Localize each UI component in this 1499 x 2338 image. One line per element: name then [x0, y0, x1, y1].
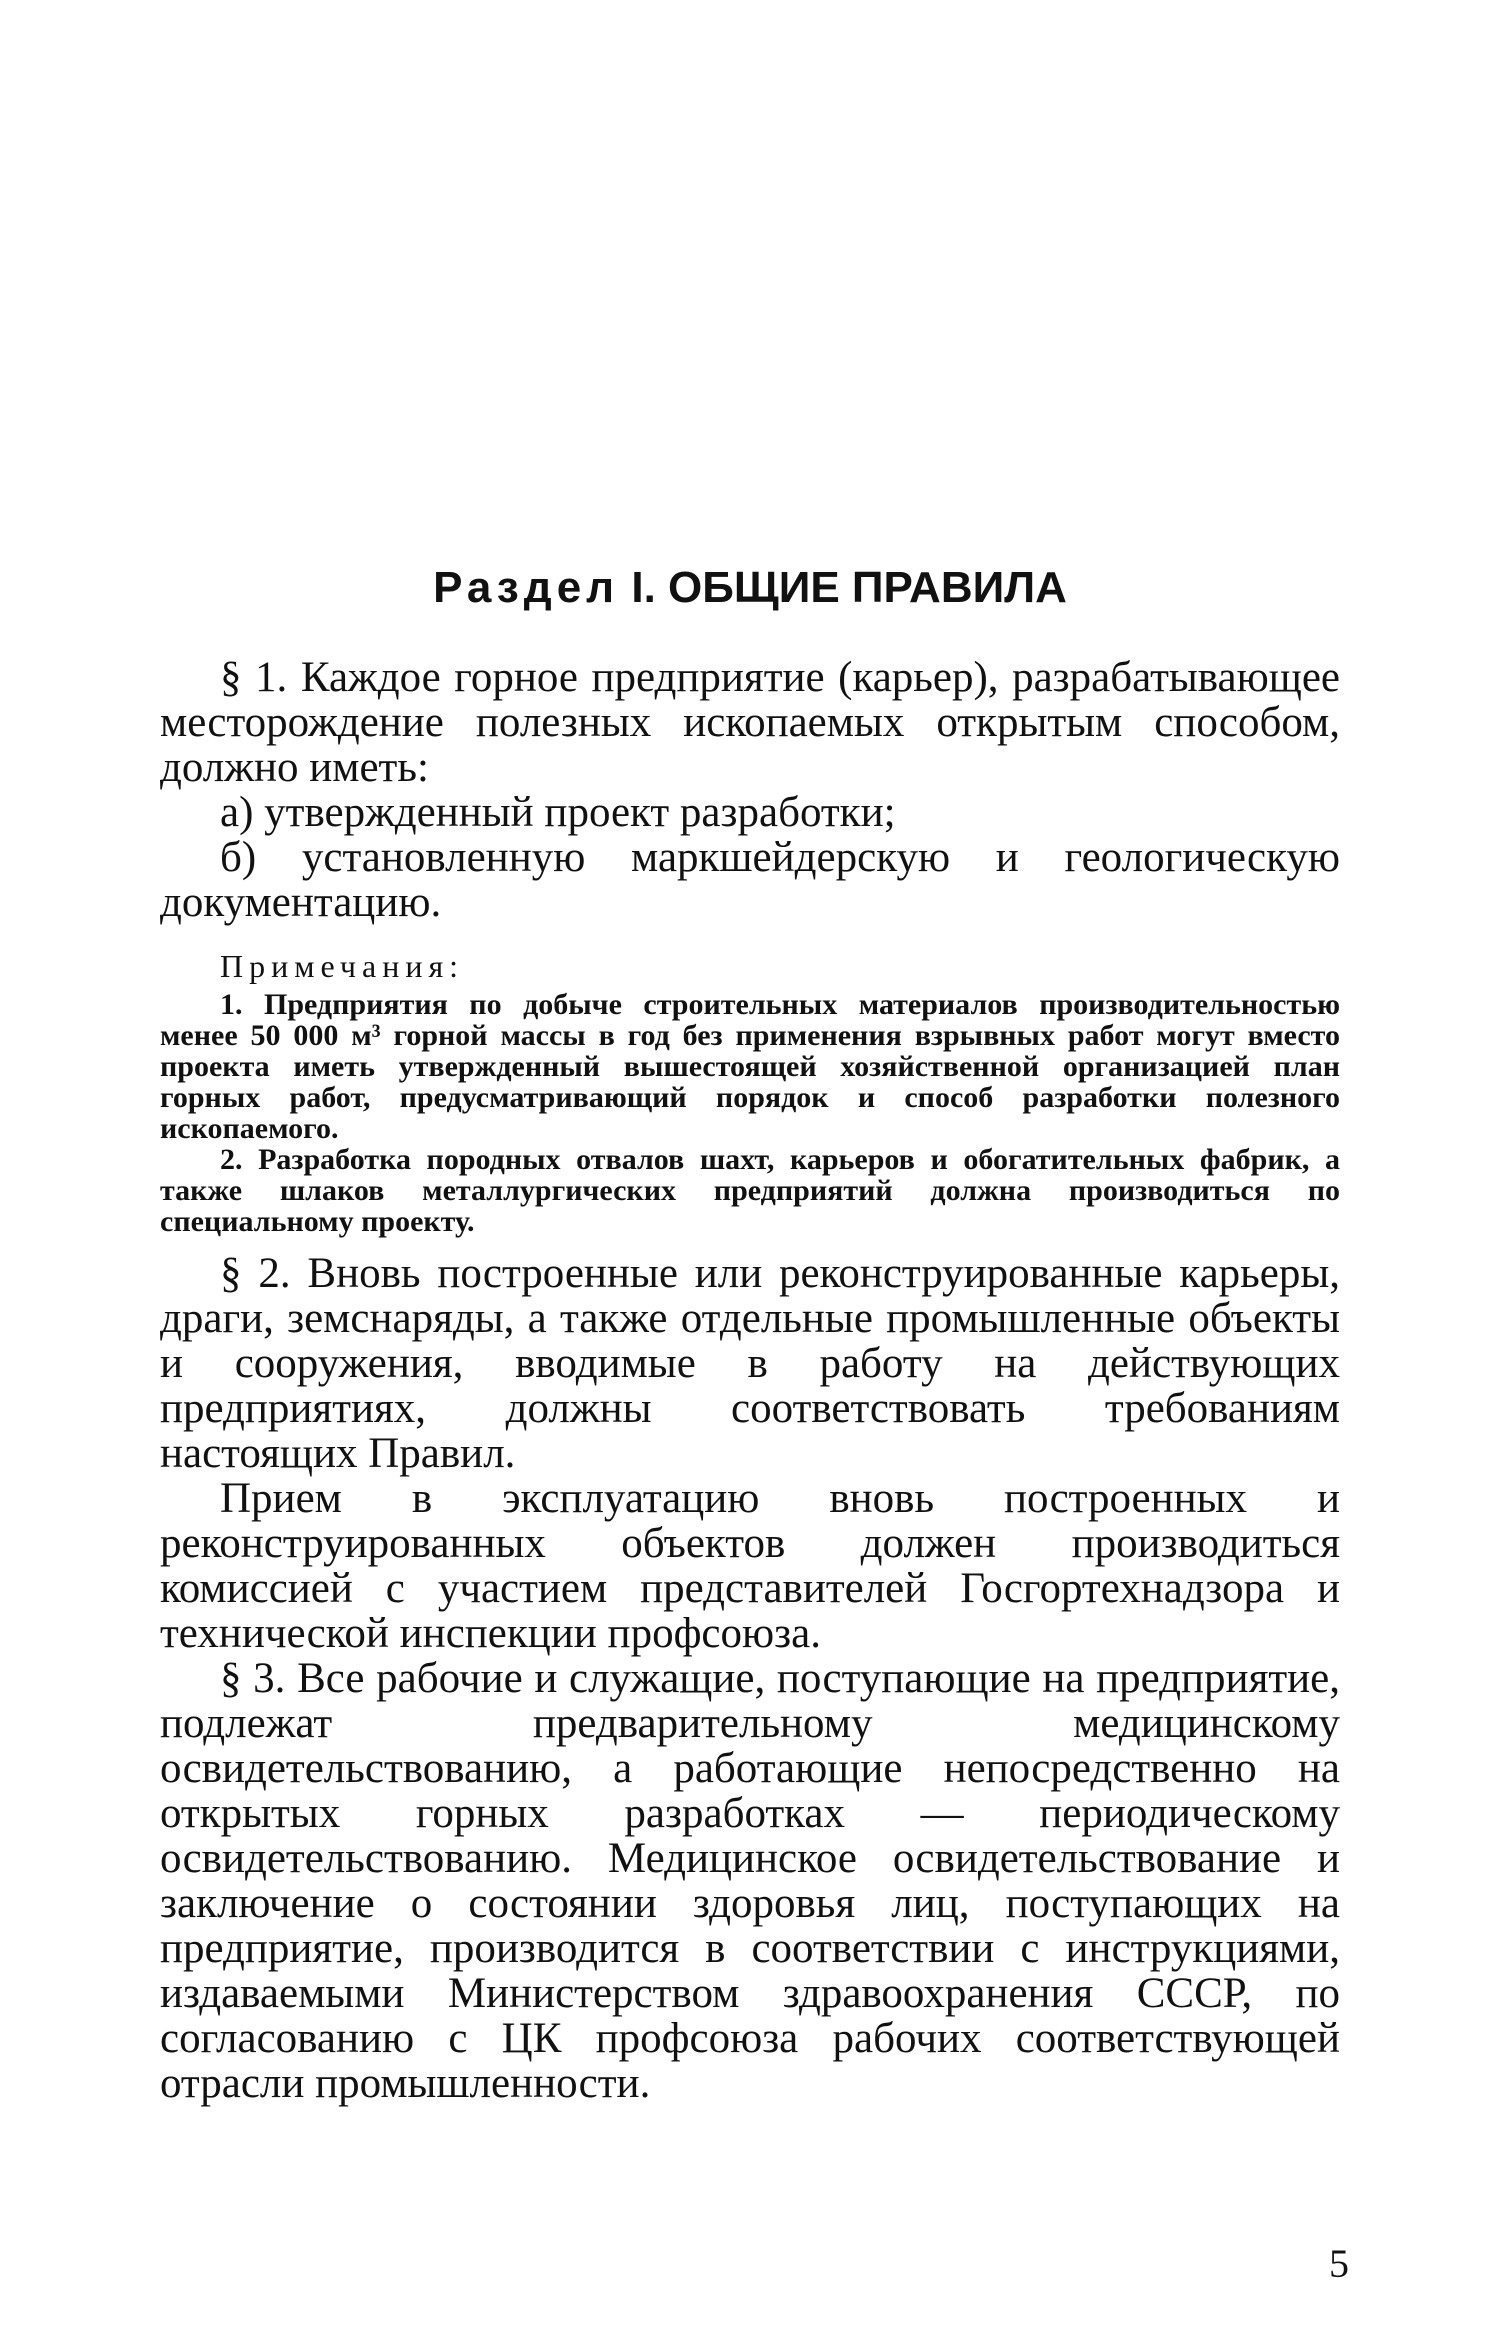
paragraph-1-item-b: б) установленную маркшейдерскую и геологическую документацию. — [160, 834, 1340, 926]
section-number: I. — [631, 563, 656, 612]
page-number: 5 — [1329, 2241, 1349, 2286]
paragraph-3: § 3. Все рабочие и служащие, поступающие на предприятие, подлежат предварительному медицинскому освидетельствованию, а работающие непосредственно на открытых горных разработках — периодическому освидетельствованию. Медицинское освидетельствование и заключение о состоянии здоровья лиц, поступающих на предприятие, производится в соответствии с инструкциями, издаваемыми Министерством здравоохранения СССР, по согласованию с ЦК профсоюза рабочих соответствующей отрасли промышленности. — [160, 1655, 1340, 2107]
document-page — [160, 0, 1340, 2338]
paragraph-1: § 1. Каждое горное предприятие (карьер), разрабатывающее месторождение полезных ископаемых открытым способом, должно иметь: — [160, 654, 1340, 791]
section-title: ОБЩИЕ ПРАВИЛА — [668, 563, 1067, 612]
paragraph-2-continued: Прием в эксплуатацию вновь построенных и реконструированных объектов должен производиться комиссией с участием представителей Госгортехнадзора и технической инспекции профсоюза. — [160, 1475, 1340, 1657]
paragraph-2: § 2. Вновь построенные или реконструированные карьеры, драги, земснаряды, а также отдельные промышленные объекты и сооружения, вводимые в работу на действующих предприятиях, должны соответствовать требованиям настоящих Правил. — [160, 1250, 1340, 1477]
section-heading — [160, 560, 1340, 616]
document-body — [160, 655, 1340, 2106]
notes-title: Примечания: — [220, 948, 465, 984]
section-label: Раздел — [433, 563, 620, 612]
note-1: 1. Предприятия по добыче строительных материалов производительностью менее 50 000 м³ горной массы в год без применения взрывных работ могут вместо проекта иметь утвержденный вышестоящей хозяйственной организацией план горных работ, предусматривающий порядок и способ разработки полезного ископаемого. — [160, 988, 1340, 1145]
paragraph-1-item-a: а) утвержденный проект разработки; — [220, 789, 896, 836]
spacer — [160, 1237, 1340, 1251]
note-2: 2. Разработка породных отвалов шахт, карьеров и обогатительных фабрик, а также шлаков металлургических предприятий должна производиться по специальному проекту. — [160, 1143, 1340, 1238]
